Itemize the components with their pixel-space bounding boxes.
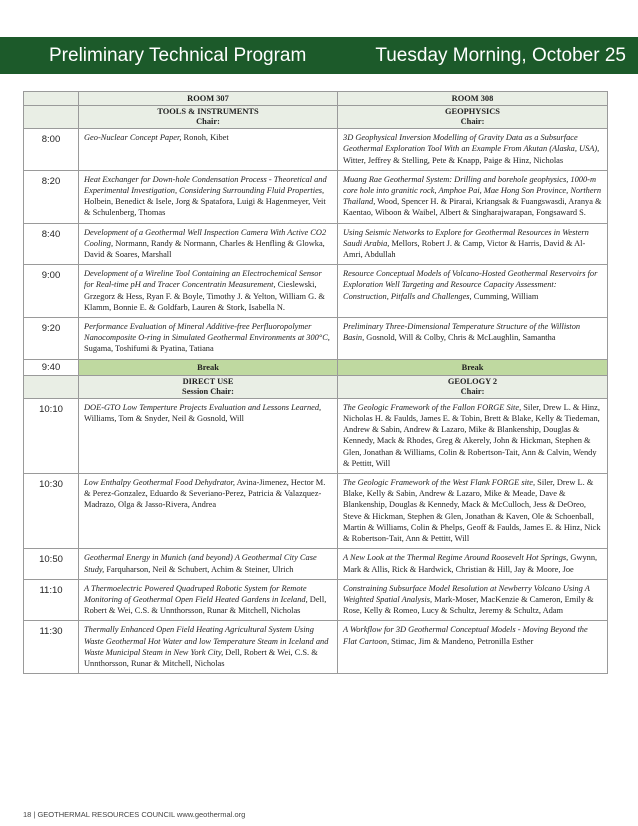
- paper-authors: Ronoh, Kibet: [181, 133, 229, 143]
- session-right: [338, 106, 608, 129]
- paper-cell-left: [79, 170, 338, 223]
- paper-title: Performance Evaluation of Mineral Additive-free Perfluoropolymer Nanocomposite O-ring in Simulated Geothermal Environments at 300°C,: [84, 322, 330, 343]
- paper-authors: Gwynn, Mark & Allis, Rick & Hardwick, Christian & Hill, Jay & Moore, Joe: [343, 553, 598, 574]
- program-title: Preliminary Technical Program: [49, 45, 307, 66]
- break-right: Break: [338, 359, 608, 375]
- paper-title: Thermally Enhanced Open Field Heating Agricultural System Using Waste Geothermal Hot Water and low Temperature Steam in Iceland and Waste Municipal Steam in New York City,: [84, 625, 329, 657]
- paper-title: The Geologic Framework of the Fallon FORGE Site,: [343, 402, 522, 412]
- session1-rows: [24, 129, 608, 359]
- paper-authors: Sugama, Toshifumi & Pyatina, Tatiana: [84, 344, 214, 354]
- paper-authors: Siler, Drew L. & Hinz, Nicholas H. & Faulds, James E. & Tobin, Brett & Blake, Kelly & Tiedeman, Andrew & Sabin, Andrew & Lazaro, Mike & Blankenship, Douglas & Kennedy, Mack & Rhodes, Greg & Akerely, John & Hickman, Stephen & Glen, Jonathan & Williams, Colin & Robertson-Tait, Ann & Calvin, Wendy & Pettitt, Will: [343, 402, 600, 468]
- paper-authors: Gosnold, Will & Colby, Chris & McLaughlin, Samantha: [364, 333, 556, 343]
- time-cell: 11:30: [24, 621, 79, 674]
- paper-cell-right: [338, 129, 608, 171]
- paper-authors: Witter, Jeffrey & Stelling, Pete & Knapp, Paige & Hinz, Nicholas: [343, 155, 564, 165]
- paper-cell-left: [79, 579, 338, 621]
- paper-cell-left: [79, 318, 338, 360]
- paper-authors: Normann, Randy & Normann, Charles & Henfling & Glowka, David & Soares, Marshall: [84, 238, 325, 260]
- paper-cell-left: [79, 398, 338, 473]
- paper-title: A Thermoelectric Powered Quadruped Robotic System for Remote Monitoring of Geothermal Open Field Heated Gardens in Iceland,: [84, 583, 308, 604]
- time-cell: 9:20: [24, 318, 79, 360]
- paper-authors: Mellors, Robert J. & Camp, Victor & Harris, David & Al-Amri, Abdullah: [343, 238, 586, 260]
- paper-cell-right: [338, 579, 608, 621]
- paper-title: Muang Rae Geothermal System: Drilling and borehole geophysics, 1000-m core hole into granitic rock, Amphoe Pai, Mae Hong Son Province, Northern Thailand,: [343, 174, 602, 207]
- paper-cell-left: [79, 621, 338, 674]
- paper-cell-left: [79, 129, 338, 171]
- paper-title: Using Seismic Networks to Explore for Geothermal Resources in Western Saudi Arabia,: [343, 227, 589, 248]
- room-right: ROOM 308: [338, 92, 608, 106]
- paper-cell-right: [338, 549, 608, 579]
- session-chair: Chair:: [460, 386, 485, 396]
- paper-title: Heat Exchanger for Down-hole Condensation Process - Theoretical and Experimental Investigation, Considering Surrounding Fluid Properties,: [84, 174, 327, 196]
- paper-cell-left: [79, 265, 338, 318]
- time-cell: 10:10: [24, 398, 79, 473]
- break-row: [24, 359, 608, 375]
- blank-cell: [24, 92, 79, 106]
- schedule-row: [24, 474, 608, 549]
- schedule-table: [23, 91, 608, 674]
- blank-cell: [24, 375, 79, 398]
- time-cell: 9:00: [24, 265, 79, 318]
- session-name: GEOPHYSICS: [445, 107, 500, 117]
- session-name: TOOLS & INSTRUMENTS: [157, 107, 259, 117]
- paper-authors: Cieslewski, Grzegorz & Hess, Ryan F. & Boyle, Timothy J. & Yelton, William G. & Klamm, Bonnie E. & Goldfarb, Lauren & Stork, Isabella N.: [84, 280, 325, 312]
- blank-cell: [24, 106, 79, 129]
- schedule-row: [24, 265, 608, 318]
- time-cell: 10:50: [24, 549, 79, 579]
- paper-authors: Siler, Drew L. & Blake, Kelly & Sabin, Andrew & Lazaro, Mike & Meade, Dave & Blankenship, Douglas & Kennedy, Mack & McCulloch, Jess & DeOreo, Steve & Hickman, Stephen & Glen, Jonathan & Kaven, Ole & Schoenball, Martin & Williams, Colin & Phelps, Geoff & Faulds, James E. & Hinz, Nick & Robertson-Tait, Ann & Pettitt, Will: [343, 478, 601, 544]
- room-header-row: [24, 92, 608, 106]
- paper-cell-right: [338, 223, 608, 265]
- paper-cell-right: [338, 621, 608, 674]
- room-left: ROOM 307: [79, 92, 338, 106]
- paper-cell-left: [79, 223, 338, 265]
- schedule-row: [24, 579, 608, 621]
- paper-authors: Stimac, Jim & Mandeno, Petronilla Esther: [389, 636, 534, 646]
- time-cell: 8:40: [24, 223, 79, 265]
- paper-title: Geo-Nuclear Concept Paper,: [84, 133, 182, 143]
- session-date: Tuesday Morning, October 25: [375, 45, 626, 66]
- paper-title: Geothermal Energy in Munich (and beyond) A Geothermal City Case Study,: [84, 553, 317, 574]
- time-cell: 8:20: [24, 170, 79, 223]
- schedule-row: [24, 549, 608, 579]
- schedule-row: [24, 621, 608, 674]
- break-left: Break: [79, 359, 338, 375]
- paper-cell-right: [338, 170, 608, 223]
- paper-title: Resource Conceptual Models of Volcano-Hosted Geothermal Reservoirs for Exploration Well Targeting and Resource Capacity Assessment: Construction, Pitfalls and Challenges,: [343, 269, 598, 301]
- paper-authors: Wood, Spencer H. & Pirarai, Kriangsak & Fuangswasdi, Aranya & Kaentao, Wiboon & Waibel, Albert & Singharajwarapan, Fongsaward S.: [343, 197, 602, 218]
- paper-title: DOE-GTO Low Temperture Projects Evaluation and Lessons Learned,: [84, 402, 322, 412]
- paper-title: The Geologic Framework of the West Flank FORGE site,: [343, 478, 536, 488]
- paper-title: 3D Geophysical Inversion Modelling of Gravity Data as a Subsurface Geothermal Exploration Tool With an Example From Akutan (Alaska, USA),: [343, 133, 600, 154]
- header-banner: [0, 37, 638, 74]
- paper-authors: Holbein, Benedict & Isele, Jorg & Spatafora, Luigi & Hagenmeyer, Veit & Schulenberg, Thomas: [84, 197, 326, 218]
- paper-cell-left: [79, 549, 338, 579]
- time-cell: 9:40: [24, 359, 79, 375]
- session-name: GEOLOGY 2: [447, 376, 498, 386]
- paper-authors: Dell, Robert & Wei, C.S. & Unnthorsson, Runar & Mitchell, Nicholas: [84, 594, 327, 616]
- paper-title: A Workflow for 3D Geothermal Conceptual Models - Moving Beyond the Flat Cartoon,: [343, 625, 588, 646]
- paper-authors: Mark-Moser, MacKenzie & Cameron, Emily & Rose, Kelly & Romeo, Lucy & Schultz, Jeremy & Schultz, Adam: [343, 594, 594, 616]
- paper-cell-right: [338, 318, 608, 360]
- time-cell: 8:00: [24, 129, 79, 171]
- session-chair: Chair:: [196, 117, 220, 127]
- session-header-row: [24, 375, 608, 398]
- session-chair: Session Chair:: [182, 386, 234, 396]
- paper-authors: Cumming, William: [471, 291, 539, 301]
- paper-authors: Dell, Robert & Wei, C.S. & Unnthorsson, Runar & Mitchell, Nicholas: [84, 647, 318, 668]
- paper-authors: Avina-Jimenez, Hector M. & Perez-Gonzalez, Eduardo & Severiano-Perez, Patricia & Valazquez-Madrazo, Olga & Jasso-Rivera, Andrea: [84, 478, 326, 510]
- time-cell: 10:30: [24, 474, 79, 549]
- schedule-row: [24, 129, 608, 171]
- paper-title: Preliminary Three-Dimensional Temperature Structure of the Williston Basin,: [343, 322, 581, 343]
- paper-authors: Williams, Tom & Snyder, Neil & Gosnold, Will: [84, 414, 245, 424]
- paper-cell-right: [338, 265, 608, 318]
- schedule-row: [24, 223, 608, 265]
- schedule-row: [24, 170, 608, 223]
- paper-cell-left: [79, 474, 338, 549]
- paper-title: A New Look at the Thermal Regime Around Roosevelt Hot Springs,: [343, 553, 569, 563]
- session-left: [79, 375, 338, 398]
- paper-cell-right: [338, 398, 608, 473]
- session2-rows: [24, 398, 608, 673]
- session-left: [79, 106, 338, 129]
- paper-authors: Farquharson, Neil & Schubert, Achim & Steiner, Ulrich: [104, 564, 294, 574]
- paper-cell-right: [338, 474, 608, 549]
- paper-title: Development of a Wireline Tool Containing an Electrochemical Sensor for Real-time pH and Tracer Concentratin Measurement,: [84, 269, 322, 290]
- paper-title: Development of a Geothermal Well Inspection Camera With Active CO2 Cooling,: [84, 227, 327, 248]
- session-chair: Chair:: [460, 117, 485, 127]
- paper-title: Low Enthalpy Geothermal Food Dehydrator,: [84, 478, 235, 488]
- page-footer: 18 | GEOTHERMAL RESOURCES COUNCIL www.geothermal.org: [23, 810, 246, 819]
- session-right: [338, 375, 608, 398]
- session-name: DIRECT USE: [182, 376, 234, 386]
- paper-title: Constraining Subsurface Model Resolution at Newberry Volcano Using A Weighted Spatial Analysis,: [343, 583, 590, 604]
- time-cell: 11:10: [24, 579, 79, 621]
- session-header-row: [24, 106, 608, 129]
- schedule-row: [24, 318, 608, 360]
- schedule-row: [24, 398, 608, 473]
